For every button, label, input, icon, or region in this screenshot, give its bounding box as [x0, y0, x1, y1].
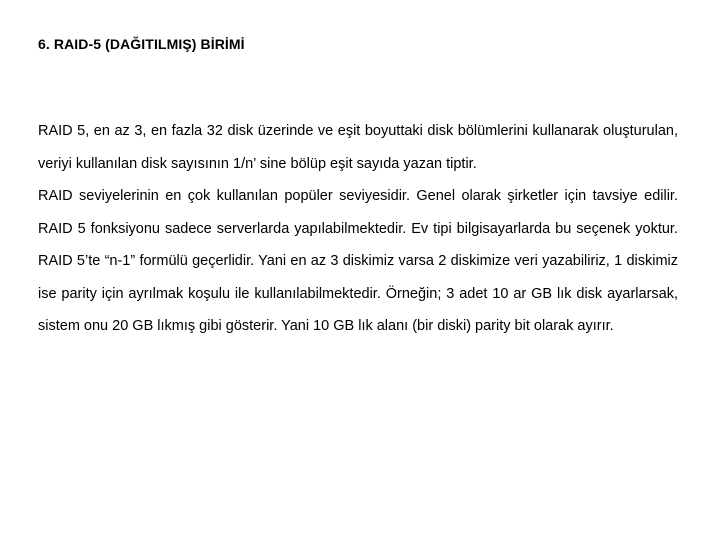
- slide-title: 6. RAID-5 (DAĞITILMIŞ) BİRİMİ: [38, 36, 245, 52]
- slide-body: [38, 115, 678, 343]
- paragraph-raid5-definition: RAID 5, en az 3, en fazla 32 disk üzerinde ve eşit boyuttaki disk bölümlerini kullanarak oluşturulan, veriyi kullanılan disk sayısının 1/n’ sine bölüp eşit sayıda yazan tiptir.: [38, 123, 678, 172]
- paragraph-raid5-usage: RAID seviyelerinin en çok kullanılan popüler seviyesidir. Genel olarak şirketler için tavsiye edilir. RAID 5 fonksiyonu sadece serverlarda yapılabilmektedir. Ev tipi bilgisayarlarda bu seçenek yoktur. RAID 5’te “n-1” formülü geçerlidir. Yani en az 3 diskimiz varsa 2 diskimize veri yazabiliriz, 1 diskimiz ise parity için ayrılmak koşulu ile kullanılabilmektedir. Örneğin; 3 adet 10 ar GB lık disk ayarlarsak, sistem onu 20 GB lıkmış gibi gösterir. Yani 10 GB lık alanı (bir diski) parity bit olarak ayırır.: [38, 188, 678, 334]
